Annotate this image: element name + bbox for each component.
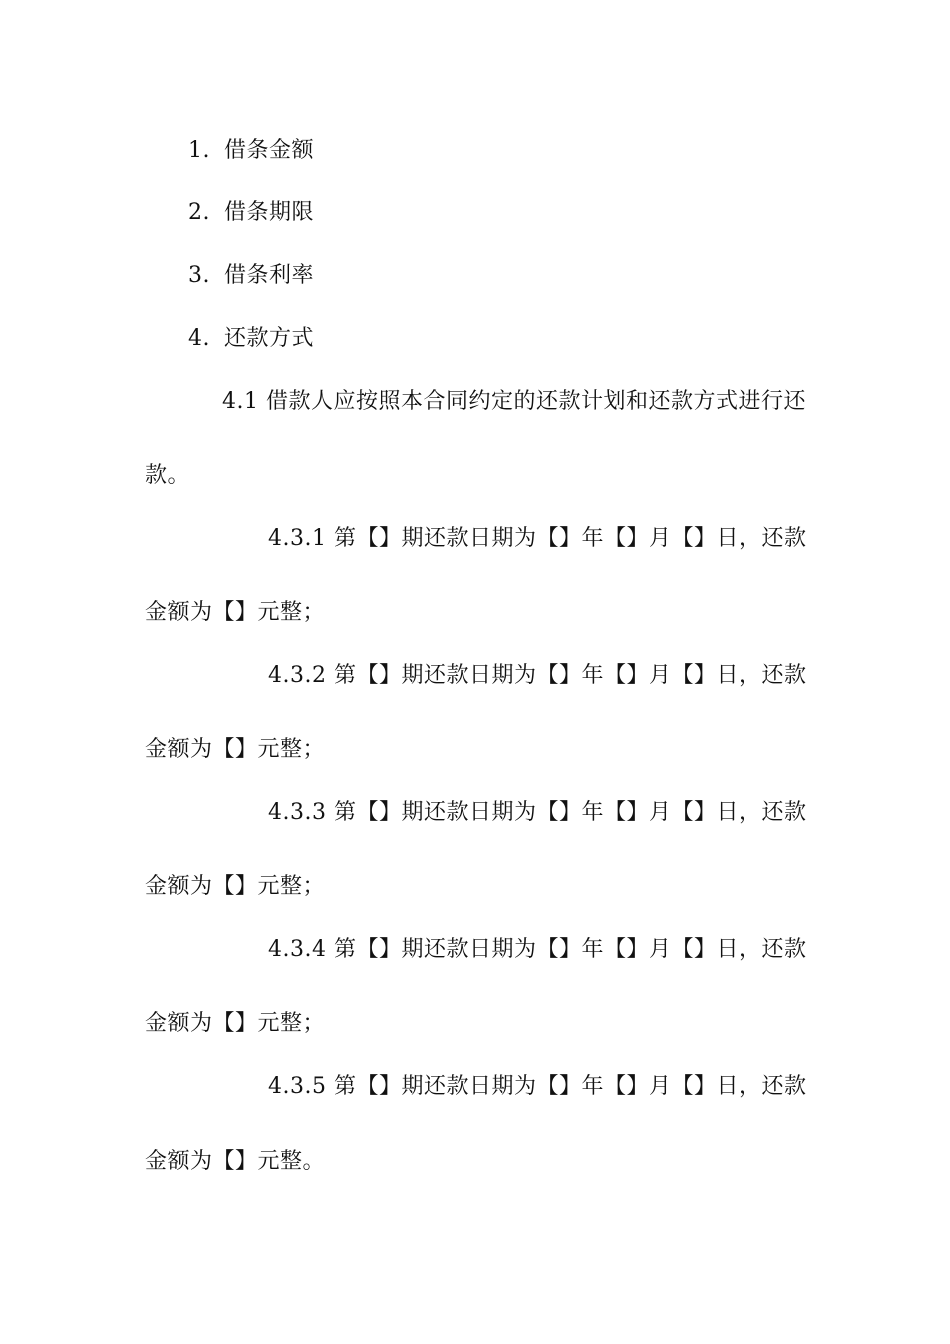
list-number: 1. [188, 138, 210, 163]
list-text: 借条期限 [224, 200, 315, 225]
schedule-item-4-line-2: 金额为【】元整； [145, 1011, 326, 1036]
schedule-item-3-line-1: 4.3.3 第【】期还款日期为【】年【】月【】日，还款 [268, 800, 807, 825]
schedule-item-1-line-2: 金额为【】元整； [145, 600, 326, 625]
list-text: 借条金额 [224, 138, 315, 163]
schedule-item-4-line-1: 4.3.4 第【】期还款日期为【】年【】月【】日，还款 [268, 937, 807, 962]
schedule-item-2-line-1: 4.3.2 第【】期还款日期为【】年【】月【】日，还款 [268, 663, 807, 688]
schedule-item-5-line-1: 4.3.5 第【】期还款日期为【】年【】月【】日，还款 [268, 1074, 807, 1099]
list-number: 2. [188, 200, 210, 225]
list-item-3 [188, 261, 314, 291]
list-text: 还款方式 [224, 326, 315, 351]
clause-4-1-line-1: 4.1 借款人应按照本合同约定的还款计划和还款方式进行还 [222, 389, 806, 414]
schedule-item-3-line-2: 金额为【】元整； [145, 874, 326, 899]
list-number: 4. [188, 326, 210, 351]
list-number: 3. [188, 263, 210, 288]
list-item-2 [188, 198, 314, 228]
list-item-1 [188, 136, 314, 166]
schedule-item-1-line-1: 4.3.1 第【】期还款日期为【】年【】月【】日，还款 [268, 526, 807, 551]
clause-4-1-line-2: 款。 [145, 463, 191, 488]
schedule-item-5-line-2: 金额为【】元整。 [145, 1149, 326, 1174]
list-text: 借条利率 [224, 263, 315, 288]
schedule-item-2-line-2: 金额为【】元整； [145, 737, 326, 762]
list-item-4 [188, 324, 314, 354]
